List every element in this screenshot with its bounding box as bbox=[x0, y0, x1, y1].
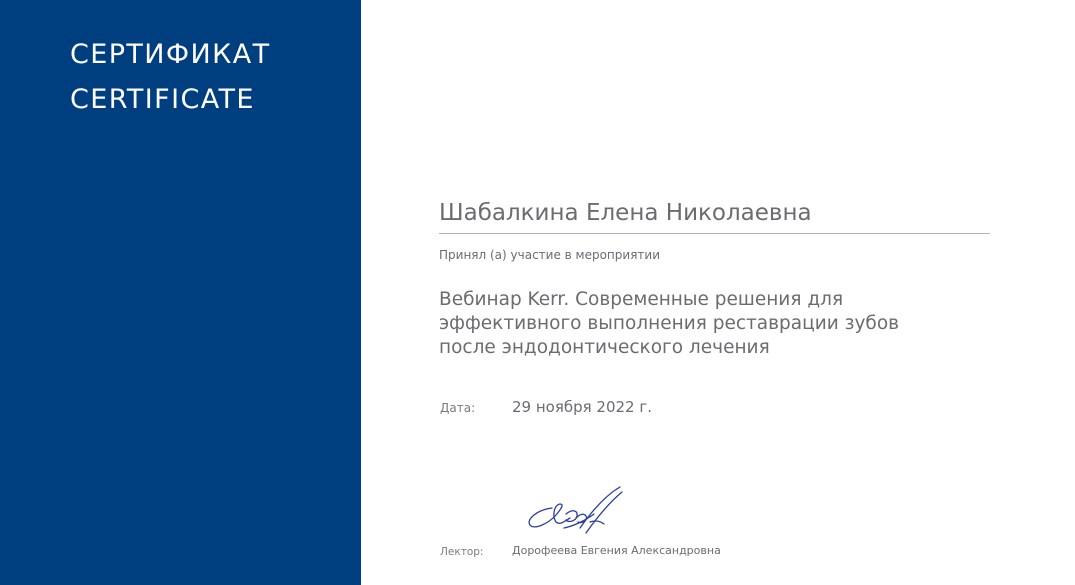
lecturer-name: Дорофеева Евгения Александровна bbox=[512, 544, 721, 557]
event-title-line: Вебинар Kerr. Современные решения для bbox=[439, 289, 844, 310]
title-panel bbox=[0, 0, 361, 585]
event-title-line: эффективного выполнения реставрации зубов bbox=[439, 313, 900, 334]
date-label: Дата: bbox=[440, 401, 476, 415]
name-underline bbox=[439, 233, 990, 234]
certificate-title-ru: СЕРТИФИКАТ bbox=[70, 39, 271, 70]
event-title-line: после эндодонтического лечения bbox=[439, 337, 770, 358]
event-title bbox=[439, 288, 999, 360]
lecturer-signature bbox=[522, 484, 628, 544]
certificate-title-en: CERTIFICATE bbox=[70, 84, 255, 115]
date-value: 29 ноября 2022 г. bbox=[512, 398, 653, 416]
lecturer-label: Лектор: bbox=[440, 546, 484, 558]
recipient-name: Шабалкина Елена Николаевна bbox=[439, 200, 812, 226]
participation-text: Принял (а) участие в мероприятии bbox=[439, 248, 660, 262]
